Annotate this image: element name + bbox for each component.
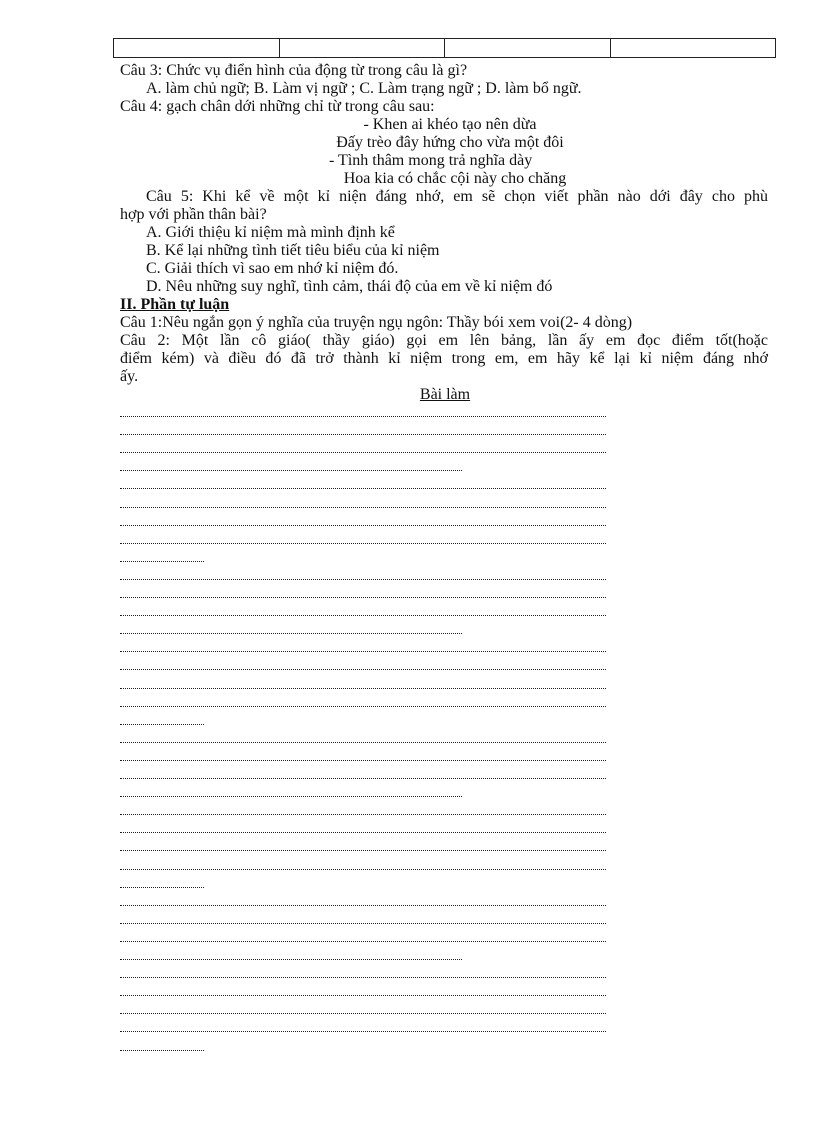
answer-line: [120, 597, 606, 598]
header-table-row: [114, 39, 776, 58]
answer-line: [120, 488, 606, 489]
answer-line: [120, 1031, 606, 1032]
answer-line: [120, 470, 462, 471]
answer-line: [120, 869, 606, 870]
answer-line: [120, 416, 606, 417]
option-b: B. Kể lại những tình tiết tiêu biểu của kỉ niệm: [146, 242, 440, 259]
answer-line: [120, 887, 204, 888]
answer-line: [120, 995, 606, 996]
section-heading: II. Phần tự luận: [120, 296, 230, 313]
answer-line: [120, 796, 462, 797]
answer-line: [120, 1013, 606, 1014]
header-table-cell: [114, 39, 280, 58]
answer-line: [120, 706, 606, 707]
option-d: D. Nêu những suy nghĩ, tình cảm, thái độ của em về kỉ niệm đó: [146, 278, 553, 295]
answer-line: [120, 1050, 204, 1051]
option-c: C. Giải thích vì sao em nhớ kỉ niệm đó.: [146, 260, 399, 277]
answer-line: [120, 923, 606, 924]
answer-line: [120, 434, 606, 435]
option-a: A. Giới thiệu kỉ niệm mà mình định kể: [146, 224, 395, 241]
header-table: [113, 38, 776, 58]
answer-line: [120, 543, 606, 544]
answer-line: [120, 814, 606, 815]
header-table-cell: [445, 39, 611, 58]
answer-line: [120, 832, 606, 833]
answer-line: [120, 760, 606, 761]
header-table-cell: [279, 39, 445, 58]
answer-line: [120, 724, 204, 725]
answer-line: [120, 850, 606, 851]
answer-line: [120, 525, 606, 526]
essay-question-2-end: ấy.: [120, 368, 139, 385]
question-3-options: A. làm chủ ngữ; B. Làm vị ngữ ; C. Làm trạng ngữ ; D. làm bổ ngữ.: [146, 80, 582, 97]
verse-line: - Tình thâm mong trả nghĩa dày: [329, 152, 533, 169]
answer-line: [120, 959, 462, 960]
answer-line: [120, 452, 606, 453]
essay-question-2-continued: điểm kém) và điều đó đã trở thành kỉ niệm trong em, em hãy kể lại kỉ niệm đáng nhớ: [120, 350, 768, 367]
answer-line: [120, 579, 606, 580]
header-table-cell: [610, 39, 776, 58]
question-3: Câu 3: Chức vụ điển hình của động từ trong câu là gì?: [120, 62, 468, 79]
answer-line: [120, 615, 606, 616]
essay-question-1: Câu 1:Nêu ngắn gọn ý nghĩa của truyện ngụ ngôn: Thầy bói xem voi(2- 4 dòng): [120, 314, 633, 331]
answer-line: [120, 941, 606, 942]
question-5-continued: hợp với phần thân bài?: [120, 206, 267, 223]
answer-line: [120, 561, 204, 562]
question-4: Câu 4: gạch chân dới những chỉ từ trong câu sau:: [120, 98, 435, 115]
answer-title: Bài làm: [419, 386, 471, 403]
answer-line: [120, 651, 606, 652]
verse-line: - Khen ai khéo tạo nên dừa: [363, 116, 537, 133]
answer-line: [120, 507, 606, 508]
verse-line: Đấy trèo đây hứng cho vừa một đôi: [336, 134, 564, 151]
answer-line: [120, 742, 606, 743]
answer-line: [120, 688, 606, 689]
question-5: Câu 5: Khi kể về một kỉ niện đáng nhớ, em sẽ chọn viết phần nào dới đây cho phù: [146, 188, 768, 205]
answer-line: [120, 633, 462, 634]
answer-line: [120, 977, 606, 978]
answer-line: [120, 778, 606, 779]
answer-line: [120, 905, 606, 906]
verse-line: Hoa kia có chắc cội này cho chăng: [343, 170, 567, 187]
answer-line: [120, 669, 606, 670]
essay-question-2: Câu 2: Một lần cô giáo( thầy giáo) gọi em lên bảng, lần ấy em đọc điểm tốt(hoặc: [120, 332, 768, 349]
